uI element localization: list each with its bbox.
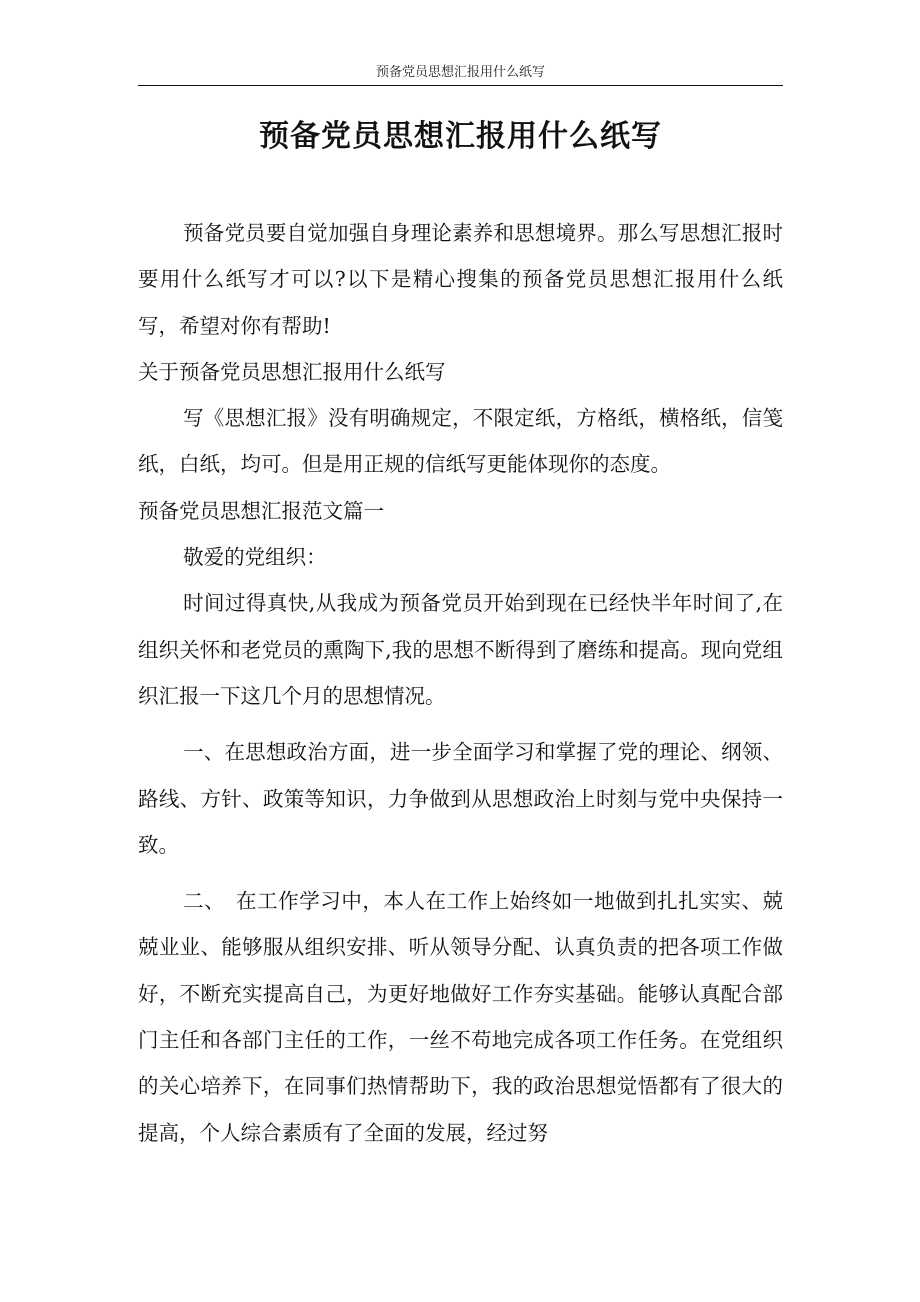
body-paragraph: 二、 在工作学习中，本人在工作上始终如一地做到扎扎实实、兢兢业业、能够服从组织安排、听从领导分配、认真负责的把各项工作做好，不断充实提高自己，为更好地做好工作夯实基础。能够认真配合部门主任和各部门主任的工作，一丝不苟地完成各项工作任务。在党组织的关心培养下，在同事们热情帮助下，我的政治思想觉悟都有了很大的提高，个人综合素质有了全面的发展，经过努 [138,889,783,1145]
running-header: 预备党员思想汇报用什么纸写 [375,65,545,80]
body-paragraph: 一、在思想政治方面，进一步全面学习和掌握了党的理论、纲领、路线、方针、政策等知识，力争做到从思想政治上时刻与党中央保持一致。 [138,740,783,857]
intro-paragraph: 预备党员要自觉加强自身理论素养和思想境界。那么写思想汇报时要用什么纸写才可以?以下是精心搜集的预备党员思想汇报用什么纸写，希望对你有帮助! [138,221,783,338]
body-paragraph: 写《思想汇报》没有明确规定，不限定纸，方格纸，横格纸，信笺纸，白纸，均可。但是用正规的信纸写更能体现你的态度。 [138,406,783,477]
section-heading: 预备党员思想汇报范文篇一 [138,498,384,523]
salutation: 敬爱的党组织： [183,545,327,570]
document-title: 预备党员思想汇报用什么纸写 [259,119,662,154]
paragraph-gap [138,719,783,729]
body-paragraph: 时间过得真快,从我成为预备党员开始到现在已经快半年时间了,在组织关怀和老党员的熏陶下,我的思想不断得到了磨练和提高。现向党组织汇报一下这几个月的思想情况。 [138,591,783,708]
section-heading: 关于预备党员思想汇报用什么纸写 [138,359,446,384]
document-body [138,210,783,1156]
header-rule [138,85,783,86]
paragraph-gap [138,868,783,878]
